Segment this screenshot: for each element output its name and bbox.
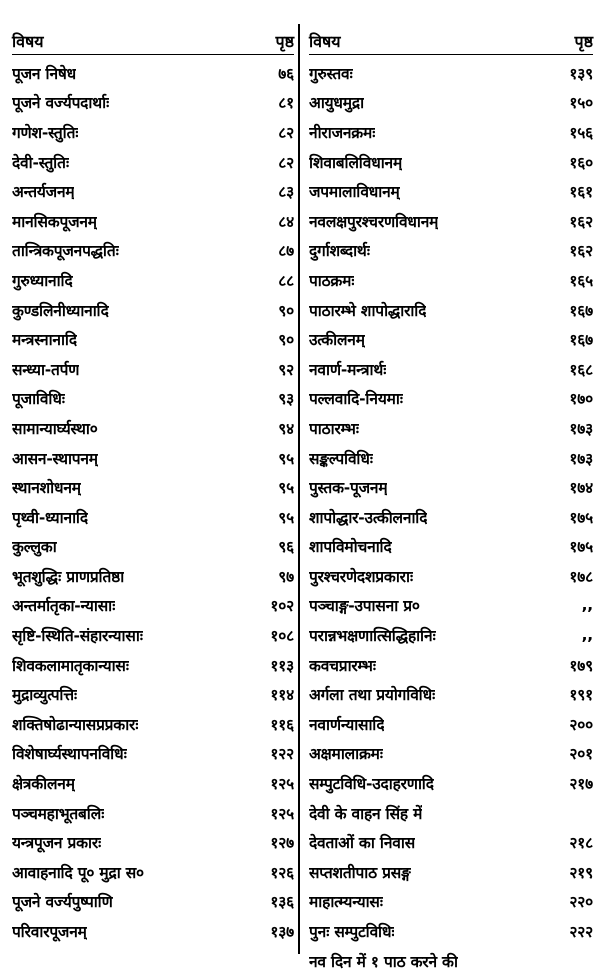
- index-entry: [309, 324, 593, 354]
- index-entry: [12, 206, 294, 236]
- entry-page-number: १०८: [270, 627, 294, 646]
- entry-title: नवलक्षपुरश्चरणविधानम्: [309, 212, 439, 231]
- index-entry: [309, 502, 593, 532]
- index-entry: [12, 679, 294, 709]
- index-entry: [12, 354, 294, 384]
- entry-title: यन्त्रपूजन प्रकारः: [12, 834, 102, 853]
- index-entry: [309, 709, 593, 739]
- index-entry: [309, 265, 593, 295]
- entry-title: अन्तर्मातृका-न्यासाः: [12, 597, 116, 616]
- entry-page-number: १७०: [569, 390, 593, 409]
- entry-title: आवाहनादि पू० मुद्रा स०: [12, 863, 144, 882]
- index-entry: [309, 650, 593, 680]
- entry-title: पुरश्चरणेदशप्रकाराः: [309, 567, 413, 586]
- entry-page-number: १३९: [569, 64, 593, 83]
- entry-page-number: १६०: [569, 153, 593, 172]
- entry-page-number: १७९: [569, 656, 593, 675]
- entry-page-number: ,,: [581, 626, 593, 645]
- entry-title: नव दिन में १ पाठ करने की: [309, 952, 458, 971]
- entry-page-number: ९०: [278, 331, 294, 350]
- entry-title: कुण्डलिनीध्यानादि: [12, 301, 109, 320]
- entry-page-number: ८३: [278, 183, 294, 202]
- index-entry: [309, 176, 593, 206]
- entry-title: सप्तशतीपाठ प्रसङ्ग: [309, 863, 411, 882]
- entry-page-number: १७५: [569, 508, 593, 527]
- entry-title: पूजाविधिः: [12, 390, 65, 409]
- entry-title: पाठारम्भे शापोद्धारादि: [309, 301, 427, 320]
- entry-title: गुरुध्यानादि: [12, 271, 73, 290]
- entry-page-number: ८२: [278, 123, 294, 142]
- entry-title: परान्नभक्षणात्सिद्धिहानिः: [309, 627, 436, 646]
- index-entry: [309, 88, 593, 118]
- page-heading: पृष्ठ: [574, 32, 593, 51]
- entry-title: विशेषार्घ्यस्थापनविधिः: [12, 745, 127, 764]
- entry-page-number: १७५: [569, 538, 593, 557]
- entry-title: मन्त्रस्नानादि: [12, 331, 77, 350]
- entry-title: शिवकलामातृकान्यासः: [12, 656, 129, 675]
- index-entry: [12, 295, 294, 325]
- entry-title: सामान्यार्घ्यस्था०: [12, 419, 98, 438]
- entry-title: आयुधमुद्रा: [309, 94, 364, 113]
- index-entry: [309, 384, 593, 414]
- subject-heading: विषय: [12, 32, 44, 51]
- entry-title: सन्ध्या-तर्पण: [12, 360, 80, 379]
- index-entry: [12, 176, 294, 206]
- entry-page-number: ,,: [581, 596, 593, 615]
- entry-title: स्थानशोधनम्: [12, 479, 81, 498]
- entry-page-number: १७३: [569, 449, 593, 468]
- entry-page-number: १६२: [569, 212, 593, 231]
- right-entry-list: [309, 58, 593, 975]
- entry-title: पाठक्रमः: [309, 271, 355, 290]
- entry-title: सम्पुटविधि-उदाहरणादि: [309, 775, 434, 794]
- index-entry: [12, 58, 294, 88]
- entry-page-number: ९५: [278, 508, 294, 527]
- entry-title: पञ्चाङ्ग-उपासना प्र०: [309, 597, 420, 616]
- right-column-header: [309, 22, 593, 55]
- column-divider: [298, 24, 300, 954]
- index-entry: [12, 384, 294, 414]
- index-entry: [12, 561, 294, 591]
- entry-page-number: १२२: [270, 745, 294, 764]
- index-entry: [12, 324, 294, 354]
- left-column: [12, 22, 294, 946]
- entry-page-number: २००: [569, 715, 593, 734]
- index-entry: [12, 472, 294, 502]
- entry-page-number: २२२: [569, 923, 593, 942]
- index-entry: [309, 147, 593, 177]
- entry-title: पाठारम्भः: [309, 419, 359, 438]
- index-entry: [12, 117, 294, 147]
- entry-page-number: ८८: [278, 271, 294, 290]
- entry-page-number: ११३: [270, 656, 294, 675]
- entry-page-number: १०२: [270, 597, 294, 616]
- index-entry: [12, 88, 294, 118]
- entry-page-number: १६७: [569, 301, 593, 320]
- index-entry: [309, 887, 593, 917]
- entry-title: नवार्ण-मन्त्रार्थः: [309, 360, 387, 379]
- entry-page-number: ९४: [278, 419, 294, 438]
- entry-page-number: ९५: [278, 449, 294, 468]
- subject-heading: विषय: [309, 32, 341, 51]
- index-entry: [309, 413, 593, 443]
- entry-title: तान्त्रिकपूजनपद्धतिः: [12, 242, 119, 261]
- index-entry: [309, 916, 593, 946]
- entry-page-number: १५०: [569, 94, 593, 113]
- entry-title: मुद्राव्युत्पत्तिः: [12, 686, 77, 705]
- index-entry: [309, 443, 593, 473]
- entry-title: गुरुस्तवः: [309, 64, 353, 83]
- page-heading: पृष्ठ: [275, 32, 294, 51]
- entry-page-number: १७३: [569, 419, 593, 438]
- index-entry: [12, 916, 294, 946]
- entry-title: देवी-स्तुतिः: [12, 153, 69, 172]
- index-entry: [12, 709, 294, 739]
- entry-title: नीराजनक्रमः: [309, 123, 376, 142]
- entry-page-number: ८१: [278, 94, 294, 113]
- entry-title: अक्षमालाक्रमः: [309, 745, 383, 764]
- entry-title: देवताओं का निवास: [309, 834, 415, 853]
- index-entry: [309, 739, 593, 769]
- entry-page-number: ९७: [278, 567, 294, 586]
- index-entry: [12, 147, 294, 177]
- entry-title: पूजने वर्ज्यपुष्पाणि: [12, 893, 113, 912]
- index-entry: [309, 827, 593, 857]
- index-entry: [12, 502, 294, 532]
- index-entry: [12, 532, 294, 562]
- entry-title: पल्लवादि-नियमाः: [309, 390, 403, 409]
- index-entry: [309, 946, 593, 975]
- left-column-header: [12, 22, 294, 55]
- entry-title: क्षेत्रकीलनम्: [12, 775, 75, 794]
- entry-title: भूतशुद्धिः प्राणप्रतिष्ठा: [12, 567, 125, 586]
- index-entry: [309, 561, 593, 591]
- entry-page-number: १६५: [569, 271, 593, 290]
- entry-page-number: १६२: [569, 242, 593, 261]
- index-entry: [12, 857, 294, 887]
- entry-page-number: १२६: [270, 863, 294, 882]
- right-column: [309, 22, 593, 975]
- entry-page-number: ११६: [270, 715, 294, 734]
- entry-title: पूजन निषेध: [12, 64, 77, 83]
- entry-title: उत्कीलनम्: [309, 331, 365, 350]
- entry-page-number: १९१: [569, 686, 593, 705]
- index-entry: [309, 768, 593, 798]
- index-entry: [12, 443, 294, 473]
- entry-title: गणेश-स्तुतिः: [12, 123, 79, 142]
- entry-page-number: ८२: [278, 153, 294, 172]
- index-entry: [12, 768, 294, 798]
- entry-title: देवी के वाहन सिंह में: [309, 804, 423, 823]
- index-entry: [309, 532, 593, 562]
- index-entry: [309, 798, 593, 828]
- index-entry: [309, 679, 593, 709]
- index-entry: [12, 887, 294, 917]
- entry-title: कुल्लुका: [12, 538, 57, 557]
- index-entry: [309, 206, 593, 236]
- entry-title: दुर्गाशब्दार्थः: [309, 242, 370, 261]
- entry-title: पञ्चमहाभूतबलिः: [12, 804, 105, 823]
- entry-title: शापविमोचनादि: [309, 538, 392, 557]
- index-entry: [12, 620, 294, 650]
- entry-title: माहात्म्यन्यासः: [309, 893, 383, 912]
- entry-title: अन्तर्यजनम्: [12, 183, 75, 202]
- entry-page-number: १७८: [569, 567, 593, 586]
- entry-page-number: २२०: [569, 893, 593, 912]
- index-entry: [309, 295, 593, 325]
- entry-title: नवार्णन्यासादि: [309, 715, 385, 734]
- entry-title: मानसिकपूजनम्: [12, 212, 97, 231]
- entry-page-number: ९३: [278, 390, 294, 409]
- index-entry: [309, 620, 593, 650]
- entry-page-number: १५६: [569, 123, 593, 142]
- index-entry: [12, 265, 294, 295]
- entry-page-number: ९५: [278, 479, 294, 498]
- entry-title: सङ्कल्पविधिः: [309, 449, 373, 468]
- index-entry: [309, 591, 593, 621]
- entry-page-number: २१९: [569, 863, 593, 882]
- index-entry: [309, 472, 593, 502]
- entry-page-number: २१७: [569, 775, 593, 794]
- entry-title: पुनः सम्पुटविधिः: [309, 923, 395, 942]
- entry-title: शिवाबलिविधानम्: [309, 153, 403, 172]
- entry-title: शापोद्धार-उत्कीलनादि: [309, 508, 428, 527]
- entry-page-number: १२७: [270, 834, 294, 853]
- entry-page-number: १७४: [569, 479, 593, 498]
- index-entry: [309, 236, 593, 266]
- entry-page-number: २१८: [569, 834, 593, 853]
- entry-title: सृष्टि-स्थिति-संहारन्यासाः: [12, 627, 143, 646]
- index-entry: [12, 591, 294, 621]
- index-entry: [309, 117, 593, 147]
- entry-title: परिवारपूजनम्: [12, 923, 87, 942]
- entry-page-number: ८७: [278, 242, 294, 261]
- entry-title: शक्तिषोढान्यासप्रप्रकारः: [12, 715, 139, 734]
- index-entry: [12, 413, 294, 443]
- index-entry: [309, 857, 593, 887]
- entry-title: पुस्तक-पूजनम्: [309, 479, 388, 498]
- entry-page-number: ७६: [278, 64, 294, 83]
- left-entry-list: [12, 58, 294, 946]
- entry-title: पूजने वर्ज्यपदार्थाः: [12, 94, 110, 113]
- entry-page-number: ९६: [278, 538, 294, 557]
- index-entry: [12, 798, 294, 828]
- entry-page-number: २०१: [569, 745, 593, 764]
- entry-title: अर्गला तथा प्रयोगविधिः: [309, 686, 436, 705]
- entry-page-number: १२५: [270, 804, 294, 823]
- entry-page-number: १६७: [569, 331, 593, 350]
- entry-page-number: ९२: [278, 360, 294, 379]
- entry-title: कवचप्रारम्भः: [309, 656, 376, 675]
- entry-page-number: ९०: [278, 301, 294, 320]
- index-entry: [309, 354, 593, 384]
- entry-title: जपमालाविधानम्: [309, 183, 400, 202]
- entry-page-number: १३७: [270, 923, 294, 942]
- entry-title: आसन-स्थापनम्: [12, 449, 98, 468]
- entry-page-number: १६१: [569, 183, 593, 202]
- entry-page-number: ८४: [278, 212, 294, 231]
- entry-page-number: ११४: [270, 686, 294, 705]
- entry-page-number: १३६: [270, 893, 294, 912]
- index-entry: [12, 236, 294, 266]
- index-entry: [12, 739, 294, 769]
- entry-title: पृथ्वी-ध्यानादि: [12, 508, 88, 527]
- entry-page-number: १६८: [569, 360, 593, 379]
- index-entry: [12, 827, 294, 857]
- index-entry: [12, 650, 294, 680]
- entry-page-number: १२५: [270, 775, 294, 794]
- index-entry: [309, 58, 593, 88]
